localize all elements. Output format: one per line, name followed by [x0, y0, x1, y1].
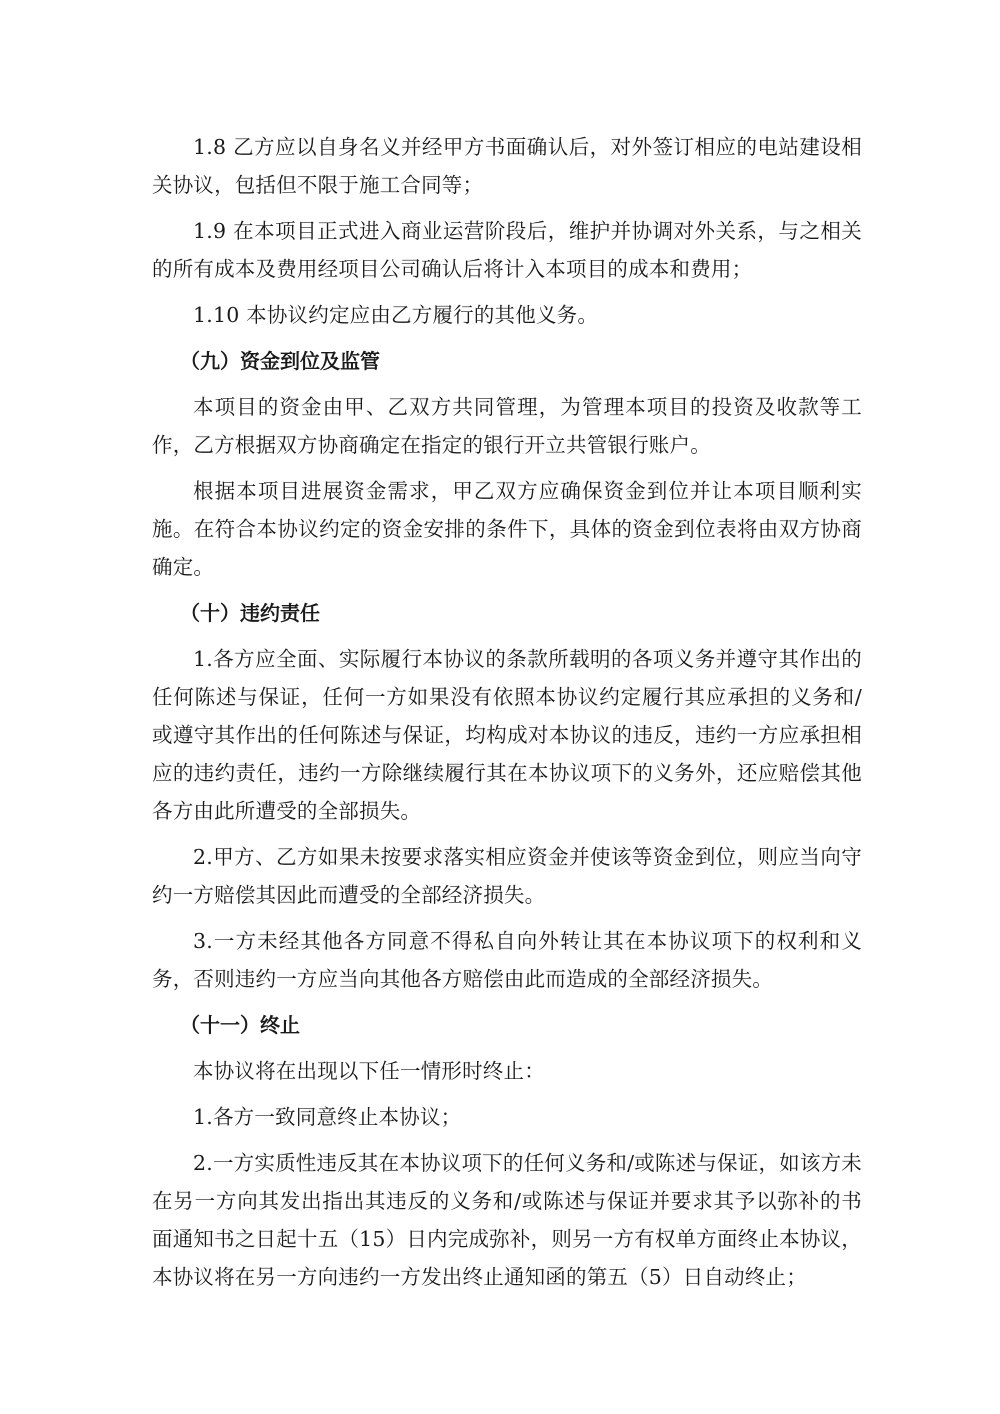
termination-clause-2: 2.一方实质性违反其在本协议项下的任何义务和/或陈述与保证，如该方未在另一方向其发出指出其违反的义务和/或陈述与保证并要求其予以弥补的书面通知书之日起十五（15）日内完成弥补，则另一方有权单方面终止本协议，本协议将在另一方向违约一方发出终止通知函的第五（5）日自动终止； — [152, 1151, 862, 1289]
section-heading-9: （九）资金到位及监管 — [180, 349, 380, 373]
clause-1-8: 1.8 乙方应以自身名义并经甲方书面确认后，对外签订相应的电站建设相关协议，包括但不限于施工合同等； — [152, 135, 862, 197]
clause-1-10: 1.10 本协议约定应由乙方履行的其他义务。 — [193, 303, 599, 327]
funds-availability-paragraph: 根据本项目进展资金需求，甲乙双方应确保资金到位并让本项目顺利实施。在符合本协议约定的资金安排的条件下，具体的资金到位表将由双方协商确定。 — [152, 479, 862, 579]
liability-clause-1: 1.各方应全面、实际履行本协议的条款所载明的各项义务并遵守其作出的任何陈述与保证，任何一方如果没有依照本协议约定履行其应承担的义务和/或遵守其作出的任何陈述与保证，均构成对本协议的违反，违约一方应承担相应的违约责任，违约一方除继续履行其在本协议项下的义务外，还应赔偿其他各方由此所遭受的全部损失。 — [152, 647, 862, 823]
funds-management-paragraph: 本项目的资金由甲、乙双方共同管理，为管理本项目的投资及收款等工作，乙方根据双方协商确定在指定的银行开立共管银行账户。 — [152, 395, 862, 457]
liability-clause-3: 3.一方未经其他各方同意不得私自向外转让其在本协议项下的权利和义务，否则违约一方应当向其他各方赔偿由此而造成的全部经济损失。 — [152, 929, 862, 991]
termination-clause-1: 1.各方一致同意终止本协议； — [193, 1105, 462, 1129]
section-heading-10: （十）违约责任 — [180, 601, 320, 625]
liability-clause-2: 2.甲方、乙方如果未按要求落实相应资金并使该等资金到位，则应当向守约一方赔偿其因此而遭受的全部经济损失。 — [152, 845, 862, 907]
clause-1-9: 1.9 在本项目正式进入商业运营阶段后，维护并协调对外关系，与之相关的所有成本及费用经项目公司确认后将计入本项目的成本和费用； — [152, 219, 862, 281]
termination-intro: 本协议将在出现以下任一情形时终止： — [193, 1059, 545, 1083]
section-heading-11: （十一）终止 — [180, 1013, 300, 1037]
document-body — [152, 128, 862, 1304]
